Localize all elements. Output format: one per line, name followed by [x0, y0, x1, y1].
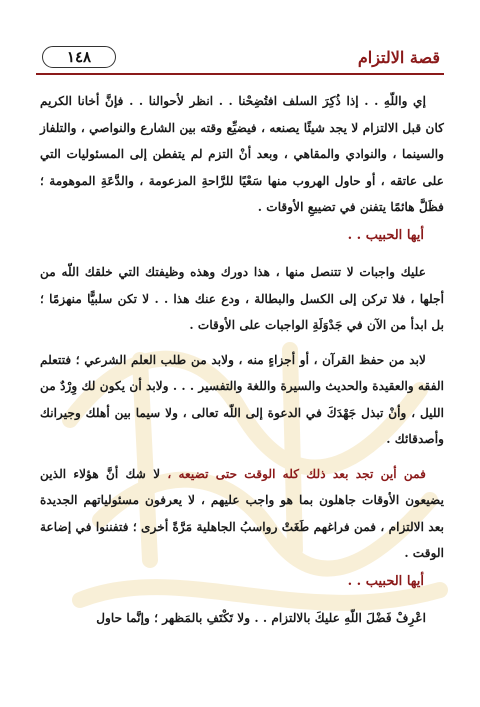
- paragraph-1: إي واللّهِ . . إذا ذُكِرَ السلف افتُضِحْنا . . انظر لأحوالنا . . فإنَّ أخانا الكريم كان قبل الالتزام لا يجد شيئًا يصنعه ، فيضيِّع وقته بين الشارع والنواصي ، والتلفاز والسينما ، والنوادي والمقاهي ، وبعد أنْ التزم لم يتفطن إلى المسئوليات التي على عاتقه ، أو حاول الهروب منها سَعْيًا للرَّاحةِ المزعومة ، والدَّعَةِ الموهومة ؛ فظَلَّ هائمًا يتفنن في تضييعِ الأوقات .: [40, 94, 444, 214]
- page-header: [36, 44, 444, 74]
- paragraph-3: لابد من حفظ القرآن ، أو أجزاءٍ منه ، ولابد من طلب العلم الشرعي ؛ فتتعلم الفقه والعقيدة والحديث والسيرة واللغة والتفسير . . . ولابد أن يكون لك وِرْدٌ من الليل ، وأنْ تبذل جَهْدَكَ في الدعوة إلى اللّه تعالى ، ولا سيما بين أهلك وجيرانك وأصدقائك .: [40, 352, 444, 446]
- paragraph-5: اعْرِفْ فَضْلَ اللّهِ عليكَ بالالتزام . . ولا تَكْتَفِ بالمَظهر ؛ وإنَّما حاول: [96, 611, 426, 625]
- page-body: [40, 88, 444, 632]
- page-title: قصة الالتزام: [357, 48, 440, 67]
- paragraph-4-text: لا شك أنَّ هؤلاء الذين يضيعون الأوقات جاهلون بما هو واجب عليهم ، لا يعرفون مسئولياتهم الجديدة بعد الالتزام ، فمن فراغهم طَغَتْ رواسبُ الجاهلية مَرَّةً أخرى ؛ فتفننوا في إضاعة الوقت .: [40, 466, 444, 560]
- highlighted-sentence: فمن أين تجد بعد ذلك كله الوقت حتى تضيعه ،: [167, 466, 426, 481]
- section-heading-1: أيها الحبيب . .: [347, 227, 424, 243]
- section-heading-2: أيها الحبيب . .: [347, 573, 424, 589]
- page-number: ١٤٨: [42, 46, 116, 68]
- paragraph-4: [40, 461, 444, 567]
- header-divider: [36, 73, 444, 75]
- paragraph-2: عليك واجبات لا تتنصل منها ، هذا دورك وهذه وظيفتك التي خلقك اللّه من أجلها ، فلا تركن إلى الكسل والبطالة ، ودع عنك هذا . . لا تكن سلبيًّا منهزمًا ؛ بل ابدأ من الآن في جَدْوَلَةِ الواجبات على الأوقات .: [40, 265, 444, 332]
